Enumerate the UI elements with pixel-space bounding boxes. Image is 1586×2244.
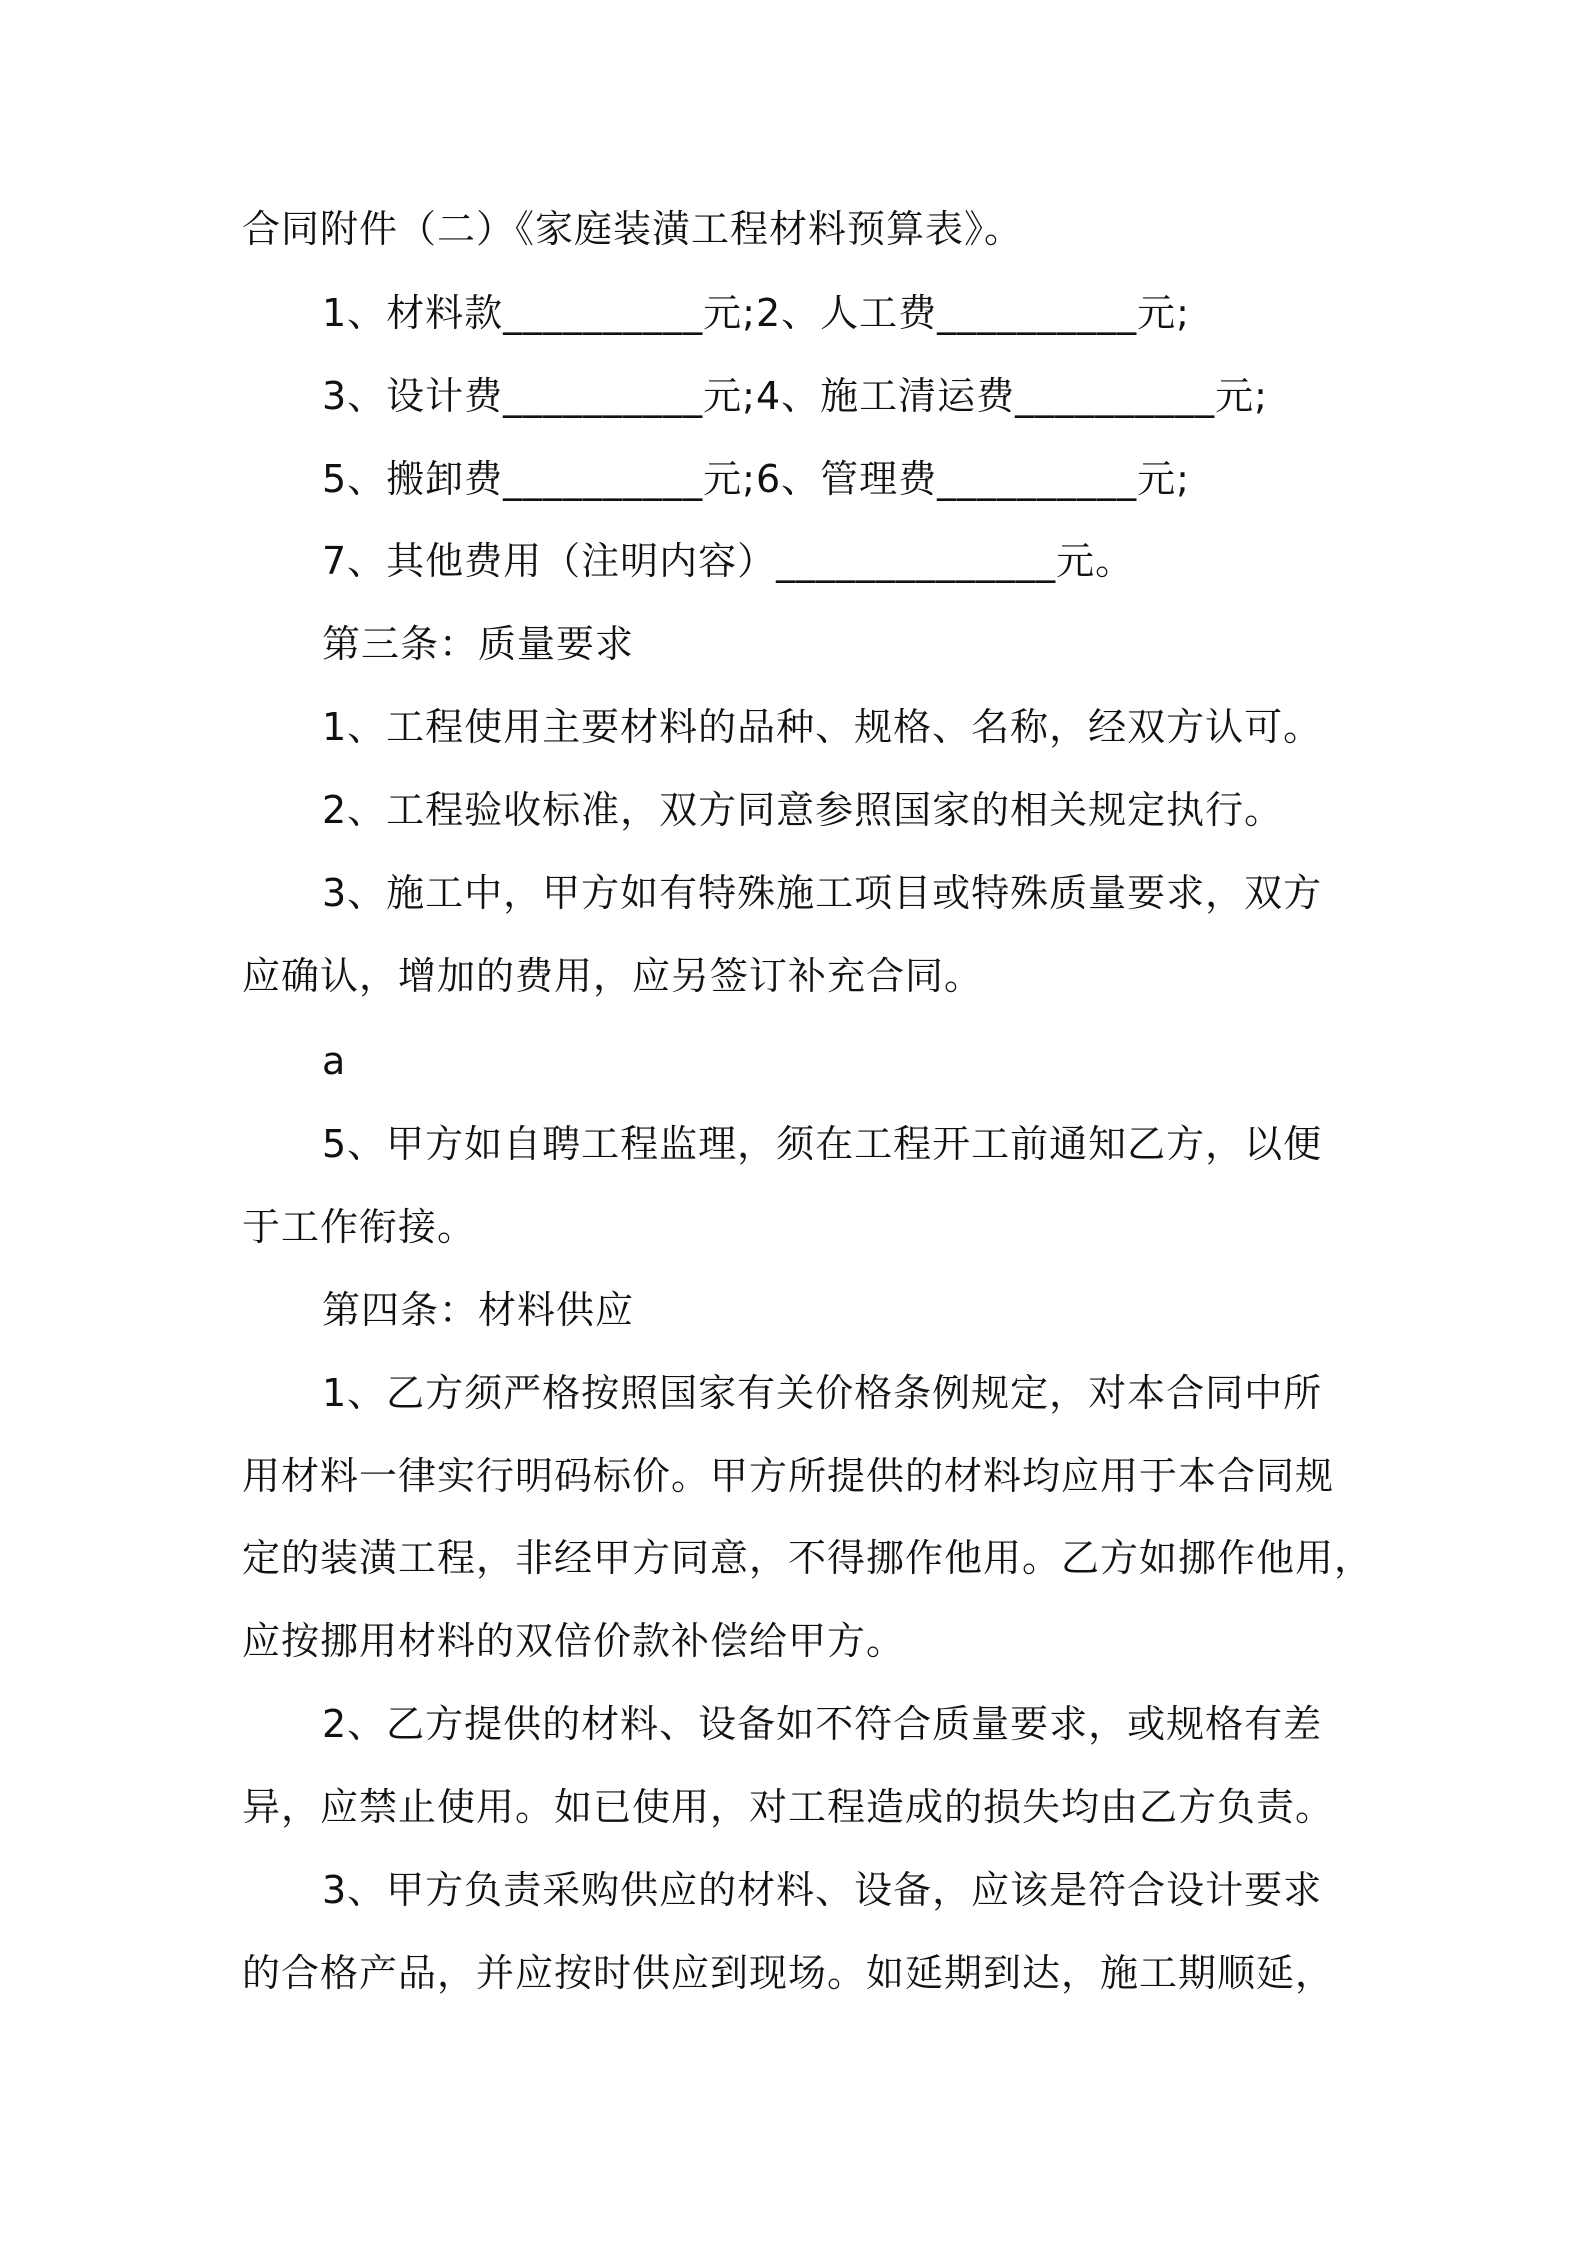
quality-item-1: 1、工程使用主要材料的品种、规格、名称，经双方认可。: [322, 705, 1323, 749]
cost-line-1: 1、材料款__________元;2、人工费__________元;: [322, 291, 1190, 335]
cost-line-4: 7、其他费用（注明内容）______________元。: [322, 539, 1135, 583]
materials-item-1-line-1: 1、乙方须严格按照国家有关价格条例规定，对本合同中所: [322, 1371, 1323, 1415]
cost-line-3: 5、搬卸费__________元;6、管理费__________元;: [322, 457, 1190, 501]
section-heading-materials: 第四条：材料供应: [322, 1288, 635, 1332]
cost-line-2: 3、设计费__________元;4、施工清运费__________元;: [322, 374, 1268, 418]
quality-item-3-line-1: 3、施工中，甲方如有特殊施工项目或特殊质量要求，双方: [322, 871, 1323, 915]
materials-item-1-line-3: 定的装潢工程，非经甲方同意，不得挪作他用。乙方如挪作他用，: [242, 1536, 1374, 1580]
quality-item-2: 2、工程验收标准，双方同意参照国家的相关规定执行。: [322, 788, 1284, 832]
materials-item-3-line-1: 3、甲方负责采购供应的材料、设备，应该是符合设计要求: [322, 1868, 1323, 1912]
materials-item-2-line-1: 2、乙方提供的材料、设备如不符合质量要求，或规格有差: [322, 1702, 1323, 1746]
materials-item-3-line-2: 的合格产品，并应按时供应到现场。如延期到达，施工期顺延，: [242, 1951, 1335, 1995]
materials-item-1-line-4: 应按挪用材料的双倍价款补偿给甲方。: [242, 1619, 906, 1663]
section-heading-quality: 第三条：质量要求: [322, 622, 635, 666]
quality-item-3-line-2: 应确认，增加的费用，应另签订补充合同。: [242, 954, 984, 998]
quality-item-5-line-2: 于工作衔接。: [242, 1205, 477, 1249]
materials-item-1-line-2: 用材料一律实行明码标价。甲方所提供的材料均应用于本合同规: [242, 1454, 1335, 1498]
attachment-heading: 合同附件（二）《家庭装潢工程材料预算表》。: [242, 207, 1024, 251]
quality-item-5-line-1: 5、甲方如自聘工程监理，须在工程开工前通知乙方，以便: [322, 1122, 1323, 1166]
materials-item-2-line-2: 异，应禁止使用。如已使用，对工程造成的损失均由乙方负责。: [242, 1785, 1335, 1829]
stray-character: a: [322, 1039, 347, 1083]
